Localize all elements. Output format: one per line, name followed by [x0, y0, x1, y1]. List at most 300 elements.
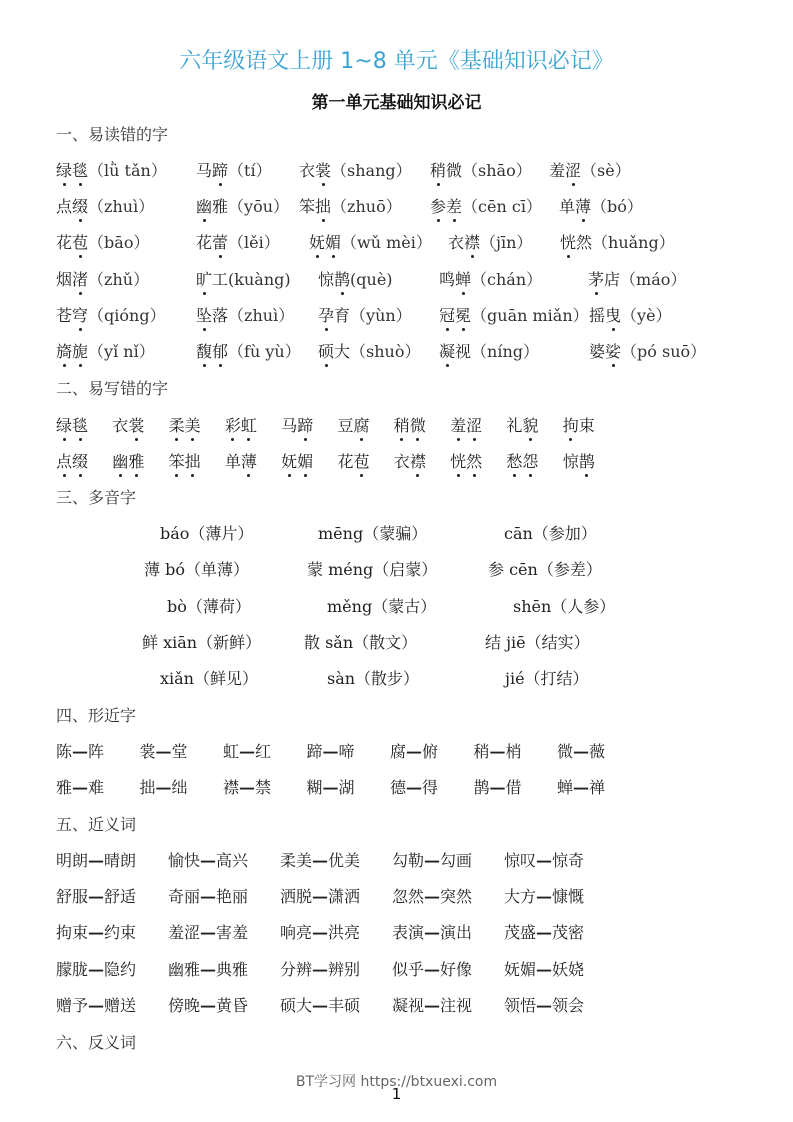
word — [56, 270, 88, 289]
misread-item — [196, 158, 272, 181]
synonym-pair — [392, 920, 472, 943]
char: 花 — [56, 233, 73, 253]
char: 拙 — [315, 194, 331, 217]
char-a: 蹄 — [306, 742, 323, 761]
misread-item — [318, 303, 412, 326]
synonym-pair — [280, 957, 360, 980]
dash: — — [200, 887, 217, 907]
char: 美 — [185, 413, 201, 436]
char-a: 裳 — [139, 742, 156, 761]
pinyin: （shang） — [331, 161, 412, 180]
miswrite-item — [112, 449, 144, 472]
pinyin: （lǜ tǎn） — [88, 161, 167, 180]
char-b: 啼 — [338, 742, 355, 761]
pinyin: （bāo） — [88, 233, 150, 253]
synonym-pair — [504, 920, 584, 943]
polyphone-item: mēng（蒙骗） — [318, 524, 428, 543]
pinyin: （chán） — [471, 269, 543, 289]
word-b: 典雅 — [216, 959, 249, 979]
char-b: 俯 — [422, 742, 439, 761]
char: 渚 — [72, 267, 88, 290]
char: 工 — [212, 269, 229, 289]
word-a: 明朗 — [56, 851, 89, 870]
polyphone-item: cān（参加） — [504, 524, 597, 543]
char: 烟 — [56, 269, 73, 289]
char: 单 — [224, 452, 241, 471]
word — [225, 452, 257, 471]
similar-pair — [307, 775, 355, 798]
misread-item — [309, 230, 432, 253]
misread-item — [299, 194, 402, 217]
pinyin: （jīn） — [480, 233, 533, 253]
word — [299, 197, 331, 216]
char: 襟 — [464, 230, 480, 253]
char: 拘 — [563, 413, 579, 436]
char: 妩 — [281, 449, 297, 472]
char: 拙 — [185, 449, 201, 472]
char: 蝉 — [455, 267, 471, 290]
polyphone-item: 结 jiē（结实） — [485, 632, 590, 652]
char-a: 鹊 — [473, 778, 490, 797]
word-b: 高兴 — [216, 851, 249, 870]
similar-pair — [390, 739, 438, 762]
word-a: 傍晚 — [168, 995, 201, 1015]
similar-pair — [223, 775, 271, 798]
char: 裳 — [128, 413, 144, 436]
char: 妩 — [309, 230, 325, 253]
word — [338, 452, 370, 471]
char: 蹄 — [297, 413, 313, 436]
miswrite-item — [394, 449, 426, 472]
word-a: 柔美 — [280, 851, 313, 870]
dash: — — [155, 778, 172, 797]
char: 微 — [410, 413, 426, 436]
document-title: 六年级语文上册 1~8 单元《基础知识必记》 — [179, 49, 614, 74]
misread-item — [196, 339, 301, 362]
misread-item — [559, 194, 643, 217]
word — [281, 416, 313, 435]
char: 然 — [576, 233, 593, 253]
pinyin: （zhuì） — [228, 305, 295, 325]
char: 羞 — [549, 161, 566, 180]
similar-pair — [557, 775, 605, 798]
char: 雅 — [212, 197, 229, 217]
misread-item — [318, 339, 421, 362]
miswrite-item — [225, 413, 257, 436]
char: 点 — [56, 197, 73, 217]
word — [112, 416, 144, 435]
word-b: 约束 — [104, 923, 137, 943]
word — [563, 416, 595, 435]
dash: — — [312, 959, 329, 979]
miswrite-item — [169, 413, 201, 436]
char-a: 糊 — [306, 778, 323, 797]
dash: — — [322, 742, 339, 761]
char: 幽 — [112, 449, 128, 472]
word-b: 艳丽 — [216, 887, 249, 907]
char: 衣 — [112, 416, 129, 435]
char: 怨 — [522, 449, 538, 472]
char: 蕾 — [212, 230, 228, 253]
similar-pair — [56, 739, 104, 762]
dash: — — [72, 778, 89, 797]
word — [309, 233, 341, 252]
char-a: 虹 — [223, 742, 240, 761]
word-a: 洒脱 — [280, 887, 313, 907]
miswrite-item — [338, 413, 370, 436]
synonym-pair — [392, 848, 472, 871]
word — [394, 416, 426, 435]
word — [448, 233, 480, 252]
synonym-pair — [280, 920, 360, 943]
char-b: 薇 — [589, 742, 606, 761]
pinyin: （zhuì） — [88, 197, 155, 217]
miswrite-item — [225, 449, 257, 472]
dash: — — [406, 778, 423, 797]
dash: — — [424, 995, 441, 1015]
misread-item — [196, 194, 289, 217]
char: 恍 — [560, 230, 576, 253]
dash: — — [200, 923, 217, 943]
dash: — — [312, 923, 329, 943]
misread-item — [318, 267, 393, 290]
char: 凝 — [439, 339, 455, 362]
similar-pair — [390, 775, 438, 798]
word-b: 注视 — [440, 995, 473, 1015]
word — [56, 233, 88, 252]
word — [112, 452, 144, 471]
synonym-pair — [56, 993, 136, 1016]
synonym-pair — [504, 848, 584, 871]
pinyin: （wǔ mèi） — [341, 233, 432, 253]
misread-item — [56, 267, 149, 290]
char: 参 — [430, 194, 446, 217]
char: 郁 — [212, 339, 228, 362]
pinyin: （sè） — [581, 161, 631, 180]
word — [430, 161, 462, 180]
char: 摇 — [589, 305, 606, 325]
word — [281, 452, 313, 471]
dash: — — [536, 995, 553, 1015]
synonym-pair — [168, 920, 248, 943]
pinyin: （bó） — [591, 197, 643, 217]
word-b: 隐约 — [104, 959, 137, 979]
pinyin: （zhuō） — [331, 197, 402, 217]
synonym-pair — [504, 884, 584, 907]
word-a: 幽雅 — [168, 959, 201, 979]
word-a: 赠予 — [56, 995, 89, 1015]
word — [560, 233, 592, 252]
misread-item — [196, 230, 280, 253]
char: 育 — [334, 305, 351, 325]
char-b: 禁 — [255, 778, 272, 797]
dash: — — [239, 742, 256, 761]
pinyin: （cēn cī） — [462, 197, 542, 217]
char: 雅 — [128, 449, 144, 472]
char: 稍 — [394, 413, 410, 436]
similar-pair — [223, 739, 271, 762]
word-b: 茂密 — [552, 923, 585, 943]
word-a: 茂盛 — [504, 923, 537, 943]
word-a: 羞涩 — [168, 923, 201, 943]
char: 媚 — [297, 449, 313, 472]
pinyin: (què) — [350, 269, 393, 289]
watermark: BT学习网 https://btxuexi.com — [295, 1074, 498, 1090]
similar-pair — [56, 775, 104, 798]
pinyin: （yǐ nǐ） — [88, 342, 155, 361]
char-a: 拙 — [139, 778, 156, 797]
miswrite-item — [394, 413, 426, 436]
word — [589, 306, 621, 325]
word — [56, 161, 88, 180]
dash: — — [489, 742, 506, 761]
misread-item — [56, 303, 166, 326]
polyphone-item: báo（薄片） — [160, 524, 254, 543]
char: 孕 — [318, 303, 334, 326]
miswrite-item — [56, 449, 88, 472]
word — [318, 270, 350, 289]
word-b: 领会 — [552, 995, 585, 1015]
word-a: 勾勒 — [392, 851, 425, 870]
section-heading-polyphones: 三、多音字 — [56, 488, 137, 507]
pinyin: （níng） — [471, 342, 540, 361]
char: 礼 — [506, 416, 523, 435]
similar-pair — [474, 775, 522, 798]
word — [506, 452, 538, 471]
char: 恍 — [450, 449, 466, 472]
char: 馥 — [196, 339, 212, 362]
dash: — — [536, 851, 553, 870]
word-b: 突然 — [440, 887, 473, 907]
word-b: 演出 — [440, 923, 473, 943]
dash: — — [406, 742, 423, 761]
char: 羞 — [450, 413, 466, 436]
char: 大 — [334, 342, 351, 361]
word-b: 辨别 — [328, 959, 361, 979]
dash: — — [489, 778, 506, 797]
char: 鸣 — [439, 269, 456, 289]
char: 彩 — [225, 413, 241, 436]
synonym-pair — [168, 993, 248, 1016]
word-a: 响亮 — [280, 923, 313, 943]
char: 马 — [196, 161, 213, 180]
char: 衣 — [448, 233, 465, 253]
char: 店 — [604, 269, 621, 289]
similar-pair — [140, 775, 188, 798]
word — [56, 197, 88, 216]
dash: — — [312, 887, 329, 907]
miswrite-item — [281, 413, 313, 436]
char-b: 梢 — [505, 742, 522, 761]
char: 坠 — [196, 303, 212, 326]
char: 娑 — [605, 339, 621, 362]
word-b: 黄昏 — [216, 995, 249, 1015]
char: 硕 — [318, 339, 334, 362]
char: 曳 — [605, 303, 621, 326]
char-a: 德 — [390, 778, 407, 797]
char: 豆 — [337, 416, 354, 435]
miswrite-item — [506, 413, 538, 436]
word-b: 惊奇 — [552, 851, 585, 870]
polyphone-item: xiǎn（鲜见） — [160, 669, 258, 689]
dash: — — [88, 851, 105, 870]
word-b: 晴朗 — [104, 851, 137, 870]
word — [169, 416, 201, 435]
dash: — — [88, 959, 105, 979]
polyphone-item: 鲜 xiān（新鲜） — [142, 632, 262, 652]
polyphone-item: 蒙 méng（启蒙） — [307, 560, 438, 580]
synonym-pair — [280, 993, 360, 1016]
char: 茅 — [588, 267, 604, 290]
char: 稍 — [430, 158, 446, 181]
misread-item — [448, 230, 532, 253]
word-b: 洪亮 — [328, 923, 361, 943]
miswrite-item — [338, 449, 370, 472]
misread-item — [56, 339, 155, 362]
misread-item — [56, 230, 149, 253]
pinyin: （guān miǎn） — [471, 305, 589, 325]
dash: — — [573, 778, 590, 797]
section-heading-misread: 一、易读错的字 — [56, 125, 169, 144]
polyphone-item: jié（打结） — [505, 669, 589, 689]
dash: — — [88, 995, 105, 1015]
char: 花 — [196, 233, 213, 253]
char-a: 雅 — [56, 778, 73, 797]
word — [439, 306, 471, 325]
word — [318, 306, 350, 325]
word — [589, 342, 621, 361]
misread-item — [430, 158, 532, 181]
char: 虹 — [241, 413, 257, 436]
miswrite-item — [56, 413, 88, 436]
word — [196, 270, 228, 289]
pinyin: （qióng） — [88, 305, 166, 325]
section-heading-similar: 四、形近字 — [56, 706, 137, 725]
char: 点 — [56, 449, 72, 472]
char: 婆 — [589, 342, 606, 361]
dash: — — [312, 995, 329, 1015]
word-b: 优美 — [328, 851, 361, 870]
word — [56, 416, 88, 435]
miswrite-item — [169, 449, 201, 472]
polyphone-item: 薄 bó（单薄） — [144, 560, 249, 580]
pinyin: （tí） — [228, 161, 272, 180]
dash: — — [72, 742, 89, 761]
word-b: 慷慨 — [552, 887, 585, 907]
word-a: 愉快 — [168, 851, 201, 870]
char: 襟 — [410, 449, 426, 472]
word-a: 似乎 — [392, 959, 425, 979]
synonym-pair — [56, 920, 136, 943]
char-b: 禅 — [589, 778, 606, 797]
synonym-pair — [168, 884, 248, 907]
word — [506, 416, 538, 435]
dash: — — [200, 959, 217, 979]
miswrite-item — [563, 449, 595, 472]
char: 媚 — [325, 230, 341, 253]
char: 惊 — [562, 452, 579, 471]
pinyin: （yè） — [621, 305, 672, 325]
dash: — — [239, 778, 256, 797]
dash: — — [200, 995, 217, 1015]
char: 惊 — [318, 269, 335, 289]
char: 冠 — [439, 303, 455, 326]
synonym-pair — [392, 993, 472, 1016]
char: 落 — [212, 305, 229, 325]
word-a: 领悟 — [504, 995, 537, 1015]
synonym-pair — [56, 957, 136, 980]
pinyin: （yōu） — [228, 197, 290, 217]
word — [394, 452, 426, 471]
word-a: 奇丽 — [168, 887, 201, 907]
similar-pair — [474, 739, 522, 762]
char: 旷 — [196, 267, 212, 290]
polyphone-item: měng（蒙古） — [327, 596, 437, 616]
polyphone-item: bò（薄荷） — [167, 596, 251, 616]
word-a: 硕大 — [280, 995, 313, 1015]
misread-item — [589, 303, 672, 326]
char: 苞 — [72, 230, 88, 253]
word-b: 舒适 — [104, 887, 137, 907]
synonym-pair — [56, 848, 136, 871]
char: 笨 — [169, 449, 185, 472]
miswrite-item — [281, 449, 313, 472]
misread-item — [196, 267, 291, 290]
char: 冕 — [455, 303, 471, 326]
miswrite-item — [450, 449, 482, 472]
char-b: 湖 — [338, 778, 355, 797]
similar-pair — [140, 739, 188, 762]
char: 微 — [446, 161, 463, 180]
char-b: 阵 — [88, 742, 105, 761]
word-a: 舒服 — [56, 887, 89, 907]
char: 束 — [578, 416, 595, 435]
dash: — — [88, 923, 105, 943]
word-b: 丰硕 — [328, 995, 361, 1015]
dash: — — [536, 923, 553, 943]
word — [450, 416, 482, 435]
dash: — — [424, 959, 441, 979]
char: 毯 — [72, 158, 88, 181]
polyphone-item: sàn（散步） — [327, 669, 420, 689]
word — [563, 452, 595, 471]
synonym-pair — [280, 884, 360, 907]
char: 貌 — [522, 413, 538, 436]
pinyin: （pó suō） — [621, 342, 707, 361]
misread-item — [196, 303, 294, 326]
pinyin: （yùn） — [350, 305, 412, 325]
word-a: 表演 — [392, 923, 425, 943]
miswrite-item — [112, 413, 144, 436]
char-a: 陈 — [56, 742, 73, 761]
misread-item — [588, 267, 686, 290]
char-b: 得 — [422, 778, 439, 797]
synonym-pair — [168, 848, 248, 871]
char: 然 — [466, 449, 482, 472]
word — [196, 161, 228, 180]
char-a: 蝉 — [557, 778, 574, 797]
misread-item — [549, 158, 631, 181]
char: 缀 — [72, 449, 88, 472]
char: 差 — [446, 194, 462, 217]
word — [169, 452, 201, 471]
word — [439, 342, 471, 361]
char: 蹄 — [212, 158, 228, 181]
polyphone-item: shēn（人参） — [513, 596, 616, 616]
char-a: 襟 — [223, 778, 240, 797]
dash: — — [573, 742, 590, 761]
char-a: 稍 — [473, 742, 490, 761]
